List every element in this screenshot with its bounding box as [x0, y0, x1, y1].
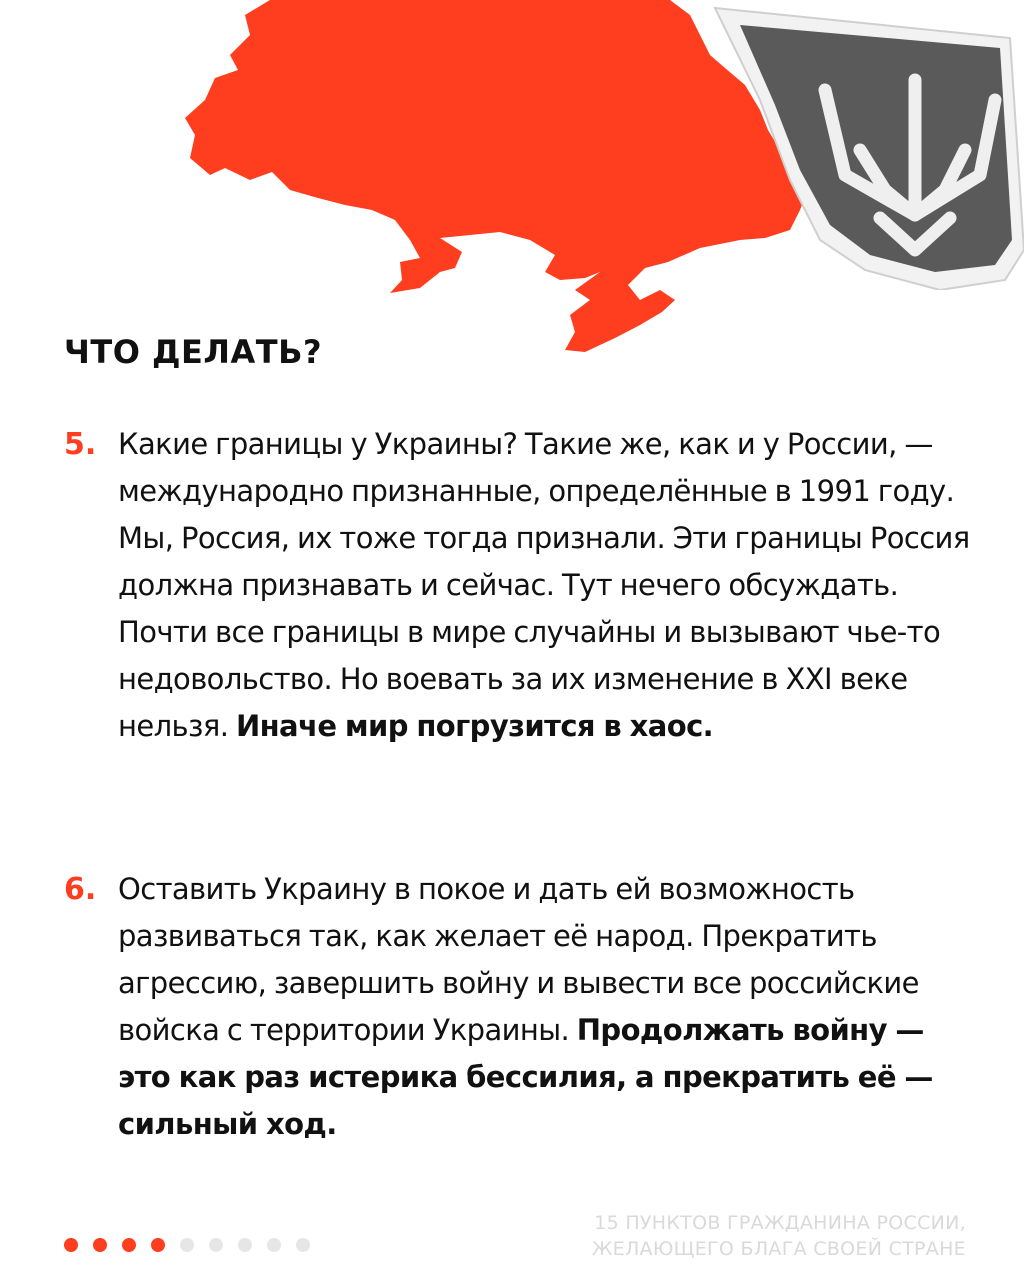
trident-emblem-icon — [700, 0, 1024, 290]
pagination-dot — [180, 1238, 194, 1252]
footer-line-2: ЖЕЛАЮЩЕГО БЛАГА СВОЕЙ СТРАНЕ — [591, 1238, 966, 1260]
footer-caption — [592, 1210, 966, 1262]
section-heading: ЧТО ДЕЛАТЬ? — [64, 333, 323, 371]
item-number: 5. — [64, 427, 97, 462]
item-text — [118, 866, 984, 1148]
pagination-dot — [122, 1238, 136, 1252]
item-body: Какие границы у Украины? Такие же, как и у России, — международно признанные, определённые в 1991 году. Мы, Россия, их тоже тогда признали. Эти границы Россия должна признавать и сейчас. Тут нечего обсуждать. Почти все границы в мире случайны и вызывают чье-то недовольство. Но воевать за их изменение в XXI веке нельзя. — [118, 427, 970, 743]
pagination-dot — [151, 1238, 165, 1252]
pagination-dot — [209, 1238, 223, 1252]
pagination-dot — [267, 1238, 281, 1252]
item-body: Оставить Украину в покое и дать ей возможность развиваться так, как желает её народ. Прекратить агрессию, завершить войну и вывести все российские войска с территории Украины. — [118, 872, 919, 1047]
pagination-dot — [93, 1238, 107, 1252]
pagination-dots — [64, 1238, 310, 1252]
item-text — [118, 421, 984, 750]
item-number: 6. — [64, 872, 97, 907]
pagination-dot — [64, 1238, 78, 1252]
footer-line-1: 15 ПУНКТОВ ГРАЖДАНИНА РОССИИ, — [594, 1212, 966, 1234]
pagination-dot — [296, 1238, 310, 1252]
item-emphasis: Продолжать войну — это как раз истерика бессилия, а прекратить её — сильный ход. — [118, 1013, 933, 1141]
list-item — [64, 866, 984, 1148]
pagination-dot — [238, 1238, 252, 1252]
item-emphasis: Иначе мир погрузится в хаос. — [235, 709, 714, 743]
list-item — [64, 421, 984, 750]
